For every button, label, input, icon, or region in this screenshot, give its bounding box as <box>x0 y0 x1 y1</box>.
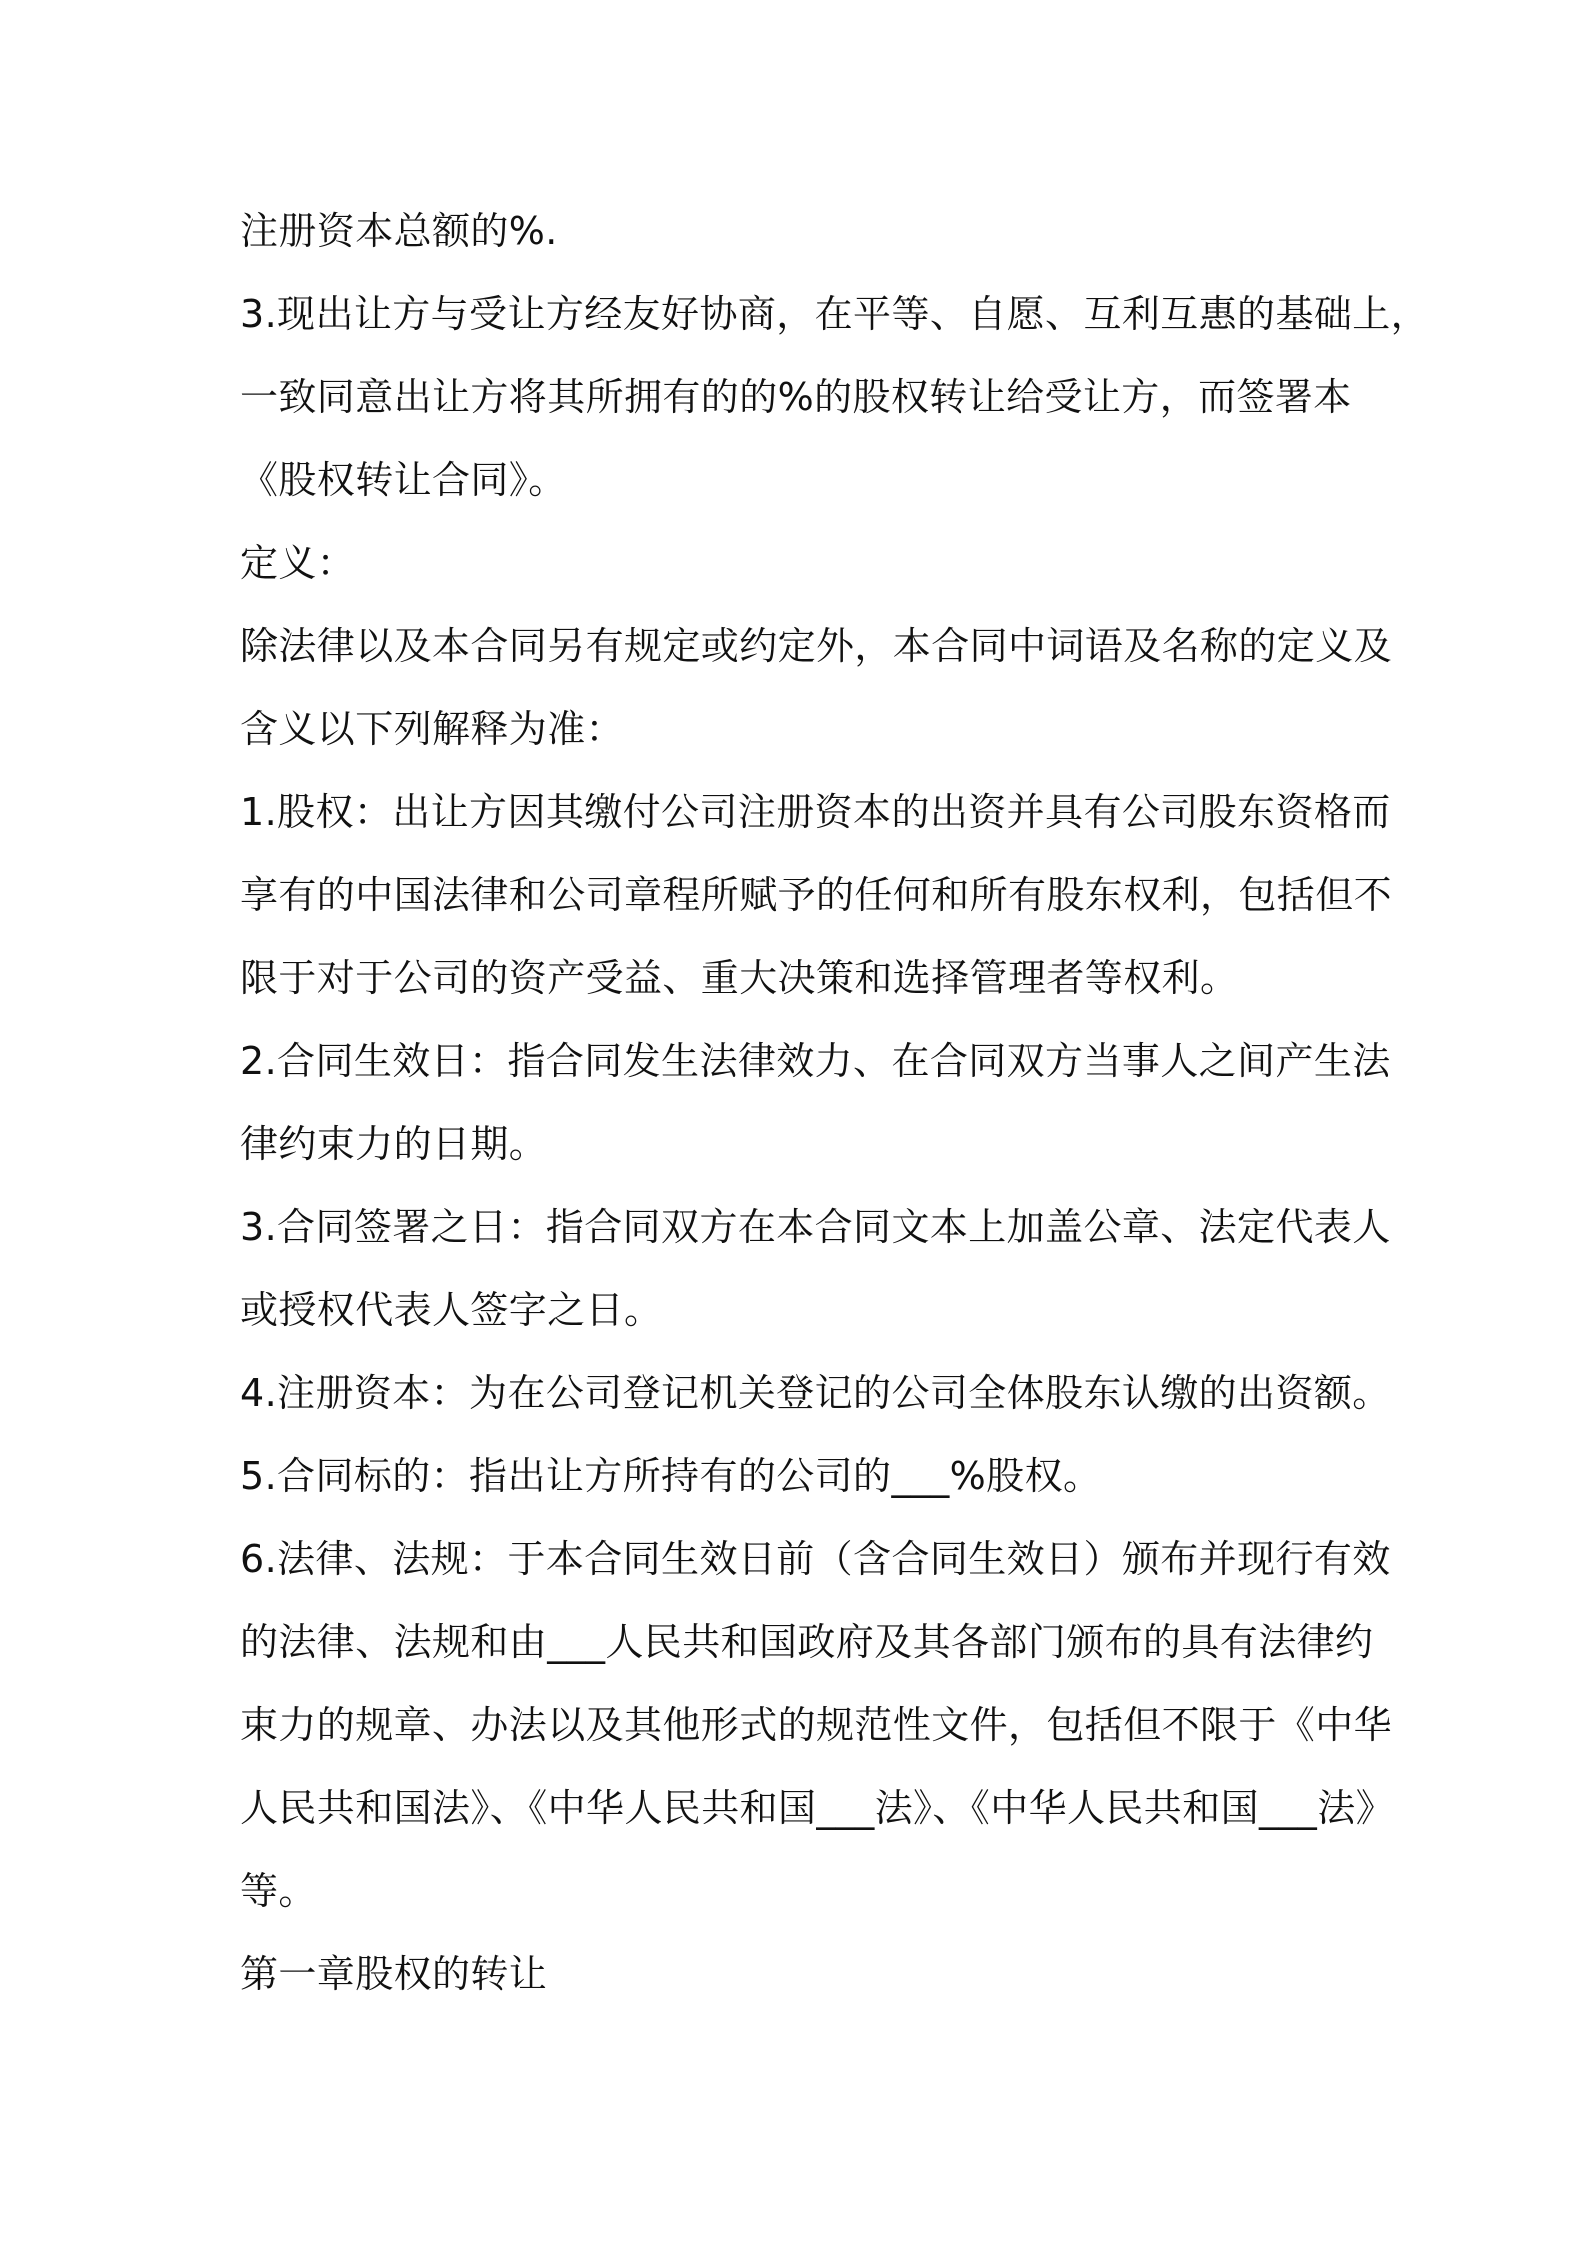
text-line: 除法律以及本合同另有规定或约定外，本合同中词语及名称的定义及 <box>240 624 1393 668</box>
text-line: 束力的规章、办法以及其他形式的规范性文件，包括但不限于《中华 <box>240 1703 1393 1747</box>
text-line: 人民共和国法》、《中华人民共和国___法》、《中华人民共和国___法》 <box>240 1786 1395 1830</box>
text-line: 的法律、法规和由___人民共和国政府及其各部门颁布的具有法律约 <box>240 1620 1374 1664</box>
text-line: 限于对于公司的资产受益、重大决策和选择管理者等权利。 <box>240 956 1239 1000</box>
text-line: 注册资本总额的%. <box>240 209 558 253</box>
text-line: 3.现出让方与受让方经友好协商，在平等、自愿、互利互惠的基础上， <box>240 292 1430 336</box>
chapter-heading: 第一章股权的转让 <box>240 1952 548 1996</box>
text-line: 一致同意出让方将其所拥有的的%的股权转让给受让方，而签署本 <box>240 375 1352 419</box>
text-line: 4.注册资本：为在公司登记机关登记的公司全体股东认缴的出资额。 <box>240 1371 1391 1415</box>
text-line: 等。 <box>240 1869 317 1913</box>
text-line: 5.合同标的：指出让方所持有的公司的___%股权。 <box>240 1454 1102 1498</box>
text-line: 2.合同生效日：指合同发生法律效力、在合同双方当事人之间产生法 <box>240 1039 1391 1083</box>
section-heading-definitions: 定义： <box>240 541 356 585</box>
text-line: 或授权代表人签字之日。 <box>240 1288 663 1332</box>
text-line: 律约束力的日期。 <box>240 1122 548 1166</box>
text-line: 《股权转让合同》。 <box>240 458 567 502</box>
text-line: 3.合同签署之日：指合同双方在本合同文本上加盖公章、法定代表人 <box>240 1205 1391 1249</box>
text-line: 1.股权：出让方因其缴付公司注册资本的出资并具有公司股东资格而 <box>240 790 1391 834</box>
text-line: 6.法律、法规：于本合同生效日前（含合同生效日）颁布并现行有效 <box>240 1537 1391 1581</box>
text-line: 含义以下列解释为准： <box>240 707 625 751</box>
document-body <box>240 190 1430 2016</box>
text-line: 享有的中国法律和公司章程所赋予的任何和所有股东权利，包括但不 <box>240 873 1393 917</box>
